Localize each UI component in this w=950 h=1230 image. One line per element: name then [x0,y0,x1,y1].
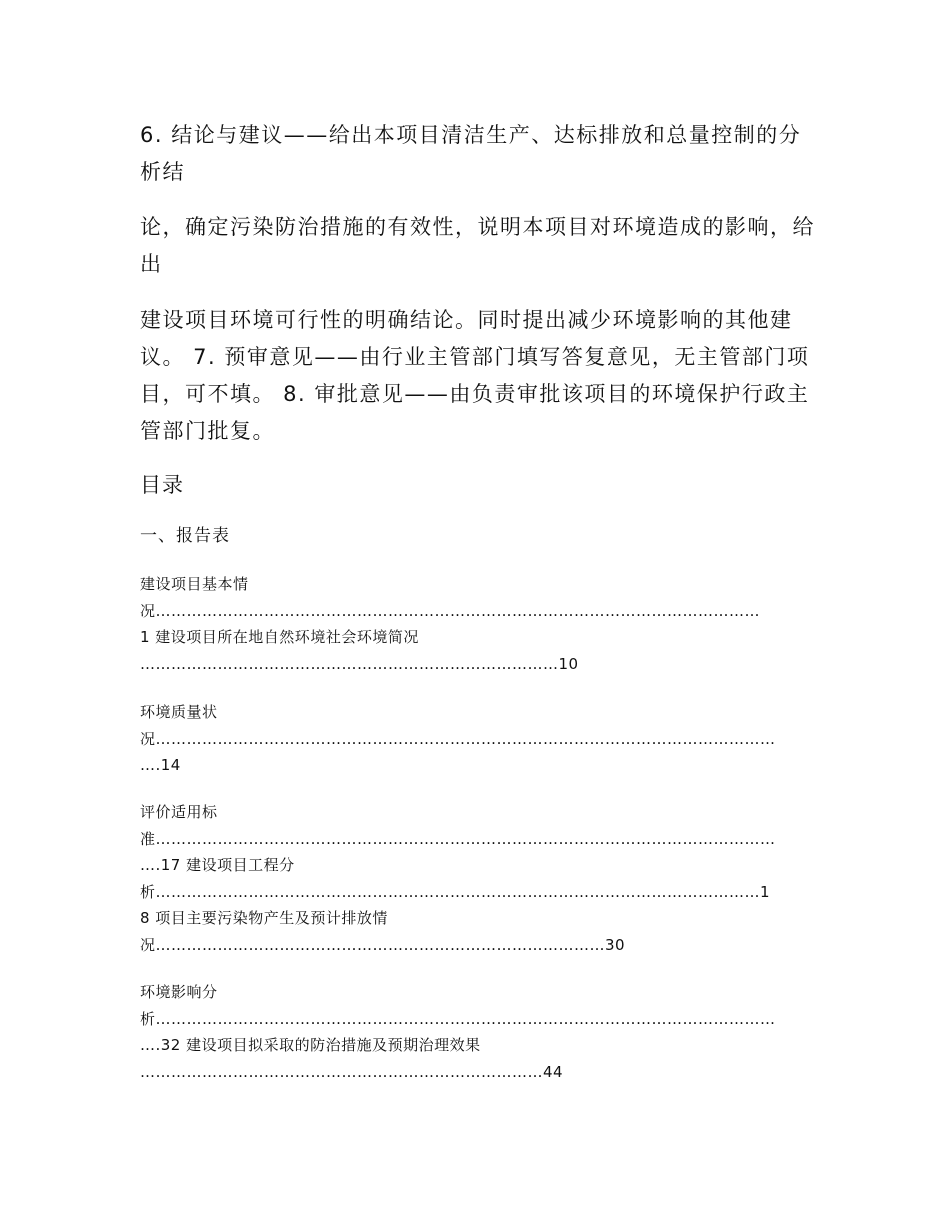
toc-block [140,571,760,677]
toc-title: 目录 [140,473,184,497]
toc-line[interactable]: 况……………………………………………………………………………30 [140,935,626,954]
toc-line[interactable]: 环境质量状 [140,703,218,721]
toc-section-heading: 一、报告表 [140,526,230,546]
toc-line[interactable]: 况……………………………………………………………………………………………………… [140,601,761,620]
paragraph-measures: 论，确定污染防治措施的有效性，说明本项目对环境造成的影响，给出 [140,215,815,276]
toc-line[interactable]: ……………………………………………………………………44 [140,1062,564,1081]
paragraph-conclusion: 6. 结论与建议——给出本项目清洁生产、达标排放和总量控制的分析结 [140,123,802,184]
toc-line[interactable]: 况………………………………………………………………………………………………………… [140,729,776,748]
toc-line[interactable]: 准………………………………………………………………………………………………………… [140,829,776,848]
toc-line[interactable]: 8 项目主要污染物产生及预计排放情 [140,909,388,927]
toc-line[interactable]: 建设项目基本情 [140,575,249,593]
toc-line[interactable]: ….32 建设项目拟采取的防治措施及预期治理效果 [140,1036,481,1054]
toc-line[interactable]: 评价适用标 [140,803,218,821]
toc-line[interactable]: ………………………………………………………………………10 [140,654,579,673]
toc-line[interactable]: ….14 [140,756,181,774]
toc-line[interactable]: 1 建设项目所在地自然环境社会环境简况 [140,628,419,646]
toc-block [140,699,776,779]
toc-line[interactable]: ….17 建设项目工程分 [140,856,295,874]
toc-line[interactable]: 析………………………………………………………………………………………………………1 [140,882,771,901]
toc-line[interactable]: 析………………………………………………………………………………………………………… [140,1009,776,1028]
toc-line[interactable]: 环境影响分 [140,983,218,1001]
paragraph-review: 建设项目环境可行性的明确结论。同时提出减少环境影响的其他建议。 7. 预审意见——由行业主管部门填写答复意见，无主管部门项目，可不填。 8. 审批意见——由负责审批该项目的环境保护行政主管部门批复。 [140,308,810,443]
toc-block [140,799,776,958]
toc-block [140,979,776,1085]
